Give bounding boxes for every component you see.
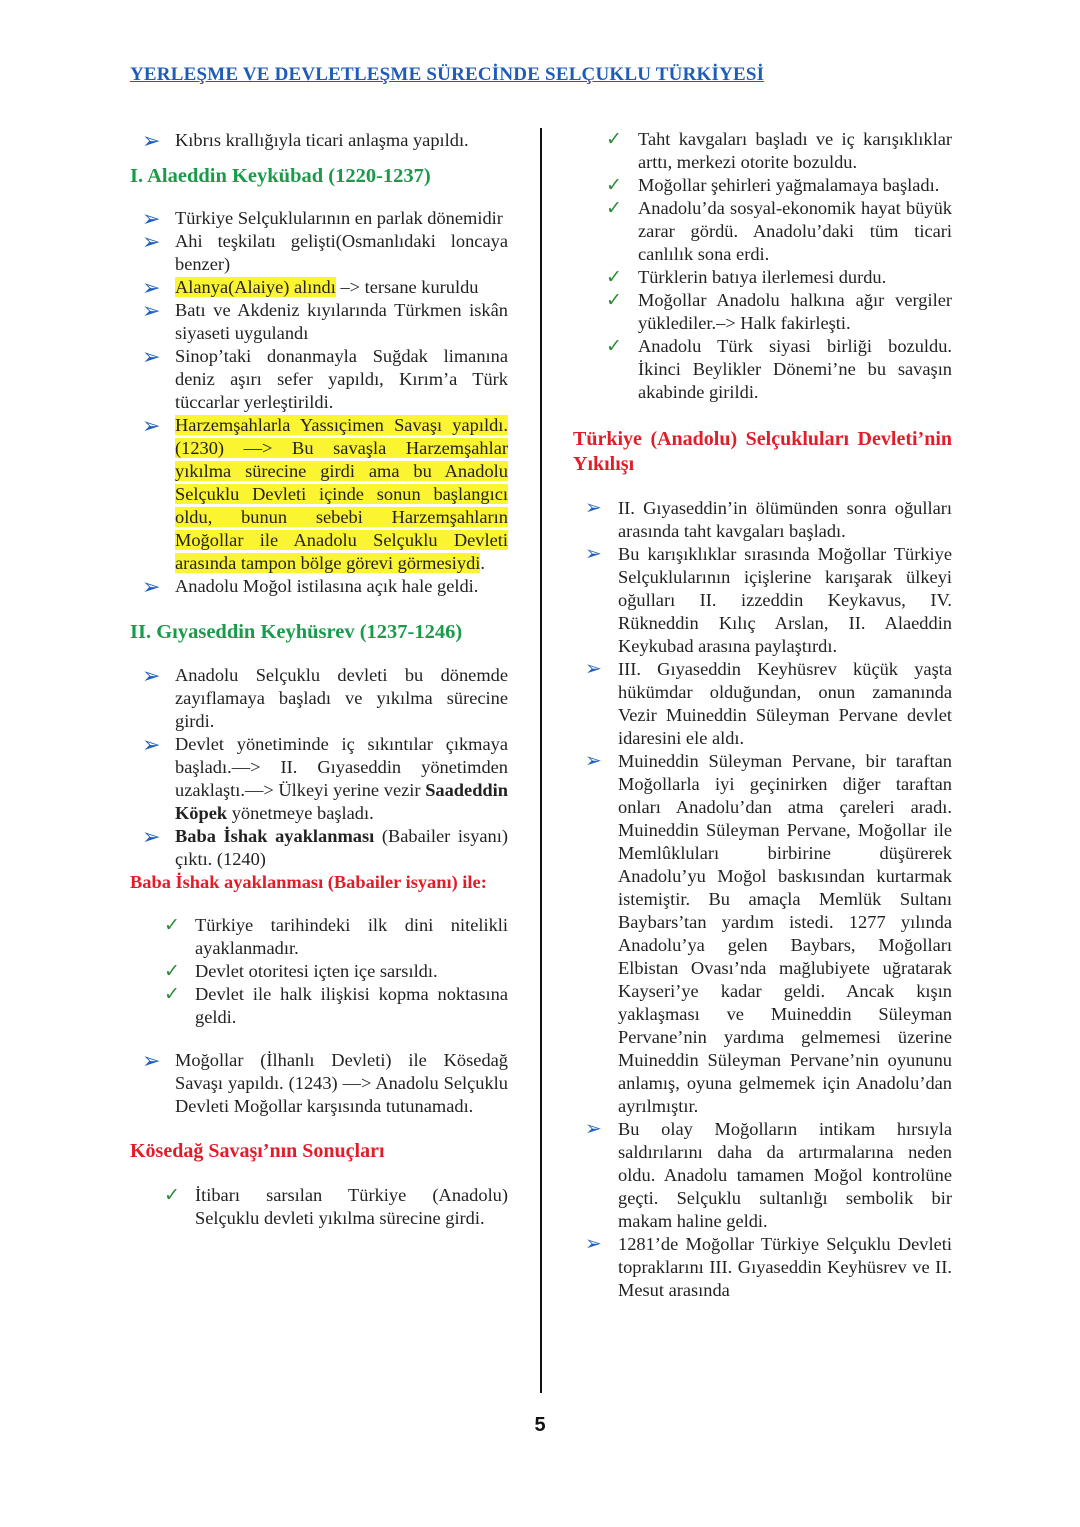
check-icon: ✓ (606, 198, 622, 219)
arrow-bullet-icon: ➢ (142, 413, 161, 438)
arrow-bullet-icon: ➢ (142, 275, 161, 300)
list-item: ➢ Türkiye Selçuklularının en parlak dönemidir (142, 206, 503, 231)
arrow-bullet-icon: ➢ (142, 128, 161, 153)
check-item: ✓ Türklerin batıya ilerlemesi durdu. (606, 267, 887, 288)
arrow-bullet-icon: ➢ (142, 824, 161, 849)
highlighted-text: Harzemşahlarla Yassıçimen Savaşı yapıldı. (1230) —> Bu savaşla Harzemşahlar yıkılma sürecine girdi ama bu Anadolu Selçuklu Devleti içinde sonun başlangıcı oldu, bunun sebebi Harzemşahların Moğollar ile Anadolu Selçuklu Devleti arasında tampon bölge görevi görmesiydi (175, 415, 508, 573)
check-item: ✓ Anadolu Türk siyasi birliği bozuldu. İkinci Beylikler Dönemi’ne bu savaşın akabinde girildi. (606, 336, 952, 402)
arrow-bullet-icon: ➢ (142, 574, 161, 599)
list-item: ➢ III. Gıyaseddin Keyhüsrev küçük yaşta hükümdar olduğundan, onun zamanında Vezir Muineddin Süleyman Pervane devlet idaresini ele aldı. (585, 658, 952, 748)
page-number: 5 (534, 1414, 546, 1436)
check-item: ✓ İtibarı sarsılan Türkiye (Anadolu) Selçuklu devleti yıkılma sürecine girdi. (164, 1185, 508, 1228)
left-column (130, 128, 508, 1230)
check-item: ✓ Türkiye tarihindeki ilk dini nitelikli ayaklanmadır. (164, 915, 508, 958)
check-icon: ✓ (606, 290, 622, 311)
arrow-bullet-icon: ➢ (142, 206, 161, 231)
list-item: ➢ Moğollar (İlhanlı Devleti) ile Kösedağ Savaşı yapıldı. (1243) —> Anadolu Selçuklu Devleti Moğollar karşısında tutunamadı. (142, 1048, 508, 1116)
check-item: ✓ Taht kavgaları başladı ve iç karışıklıklar arttı, merkezi otorite bozuldu. (606, 129, 952, 172)
list-item: ➢ II. Gıyaseddin’in ölümünden sonra oğulları arasında taht kavgaları başladı. (585, 497, 952, 541)
check-item: ✓ Devlet ile halk ilişkisi kopma noktasına geldi. (164, 984, 508, 1027)
arrow-bullet-icon: ➢ (585, 497, 602, 519)
check-icon: ✓ (606, 129, 622, 150)
arrow-bullet-icon: ➢ (585, 750, 602, 772)
page-header-title: YERLEŞME VE DEVLETLEŞME SÜRECİNDE SELÇUKLU TÜRKİYESİ (130, 64, 765, 85)
section-heading-yikilis: Türkiye (Anadolu) Selçukluları Devleti’nin Yıkılışı (573, 428, 952, 475)
check-icon: ✓ (164, 1185, 180, 1206)
list-item: ➢ Baba İshak ayaklanması (Babailer isyanı) çıktı. (1240) (142, 824, 508, 869)
list-item: ➢ Ahi teşkilatı gelişti(Osmanlıdaki loncaya benzer) (142, 229, 508, 274)
subheading-babailer: Baba İshak ayaklanması (Babailer isyanı) ile: (130, 872, 487, 892)
arrow-bullet-icon: ➢ (142, 732, 161, 757)
arrow-bullet-icon: ➢ (585, 543, 602, 565)
list-item: ➢ Bu karışıklıklar sırasında Moğollar Türkiye Selçuklularının içişlerine karışarak ülkeyi oğulları II. izzeddin Keykavus, IV. Rükneddin Kılıç Arslan, II. Alaeddin Keykubad arasına paylaştırdı. (585, 543, 952, 656)
check-item: ✓ Moğollar Anadolu halkına ağır vergiler yüklediler.–> Halk fakirleşti. (606, 290, 952, 333)
check-item: ✓ Devlet otoritesi içten içe sarsıldı. (164, 961, 438, 982)
arrow-bullet-icon: ➢ (585, 658, 602, 680)
check-icon: ✓ (164, 915, 180, 936)
list-item: ➢ 1281’de Moğollar Türkiye Selçuklu Devleti topraklarını III. Gıyaseddin Keyhüsrev ve II. Mesut arasında (585, 1233, 952, 1300)
section-heading-kosedag: Kösedağ Savaşı’nın Sonuçları (130, 1140, 385, 1162)
arrow-bullet-icon: ➢ (142, 298, 161, 323)
check-item: ✓ Moğollar şehirleri yağmalamaya başladı. (606, 175, 940, 196)
check-icon: ✓ (164, 984, 180, 1005)
check-icon: ✓ (164, 961, 180, 982)
check-icon: ✓ (606, 267, 622, 288)
arrow-bullet-icon: ➢ (142, 1048, 161, 1073)
list-item: ➢ Alanya(Alaiye) alındı –> tersane kuruldu (142, 275, 479, 300)
check-icon: ✓ (606, 175, 622, 196)
list-item: ➢ Anadolu Selçuklu devleti bu dönemde zayıflamaya başladı ve yıkılma sürecine girdi. (142, 663, 508, 731)
list-item: ➢ Muineddin Süleyman Pervane, bir taraftan Moğollarla iyi geçinirken diğer taraftan onları Anadolu’dan atma çareleri aradı. Muineddin Süleyman Pervane, Moğollar ile Memlûkluları birbirine düşürerek Anadolu’yu Moğol baskısından kurtarmak istemiştir. Bu amaçla Memlük Sultanı Baybars’tan yardım istedi. 1277 yılında Anadolu’ya gelen Baybars, Moğolları Elbistan Ovası’nda mağlubiyete uğratarak Kayseri’ye kadar geldi. Ancak kışın yaklaşması ve Muineddin Süleyman Pervane’nin yardıma gelmemesi üzerine Muineddin Süleyman Pervane’nin oyununu anlamış, oyuna gelmemek için Anadolu’dan ayrılmıştır. (585, 750, 952, 1116)
arrow-bullet-icon: ➢ (585, 1118, 602, 1140)
list-item: ➢ Bu olay Moğolların intikam hırsıyla saldırılarını daha da artırmalarına neden oldu. Anadolu tamamen Moğol kontrolüne geçti. Selçuklu sultanlığı sembolik bir makam haline geldi. (585, 1118, 952, 1231)
check-icon: ✓ (606, 336, 622, 357)
column-divider (540, 128, 542, 1393)
list-item: ➢ Batı ve Akdeniz kıyılarında Türkmen iskân siyaseti uygulandı (142, 298, 508, 343)
arrow-bullet-icon: ➢ (142, 344, 161, 369)
highlighted-text: Alanya(Alaiye) alındı (175, 277, 336, 297)
arrow-bullet-icon: ➢ (585, 1233, 602, 1255)
list-item: ➢ Kıbrıs krallığıyla ticari anlaşma yapıldı. (142, 128, 469, 153)
arrow-bullet-icon: ➢ (142, 663, 161, 688)
check-item: ✓ Anadolu’da sosyal-ekonomik hayat büyük zarar gördü. Anadolu’daki tüm ticari canlılık sona erdi. (606, 198, 952, 264)
arrow-bullet-icon: ➢ (142, 229, 161, 254)
list-item: ➢ Anadolu Moğol istilasına açık hale geldi. (142, 574, 479, 599)
right-column (573, 128, 952, 1302)
section-heading-giyaseddin: II. Gıyaseddin Keyhüsrev (1237-1246) (130, 621, 463, 643)
list-item: ➢ Harzemşahlarla Yassıçimen Savaşı yapıldı. (1230) —> Bu savaşla Harzemşahlar yıkılma sürecine girdi ama bu Anadolu Selçuklu Devleti içinde sonun başlangıcı oldu, bunun sebebi Harzemşahların Moğollar ile Anadolu Selçuklu Devleti arasında tampon bölge görevi görmesiydi. (142, 413, 508, 573)
list-item: ➢ Devlet yönetiminde iç sıkıntılar çıkmaya başladı.—> II. Gıyaseddin yönetimden uzaklaştı.—> Ülkeyi yerine vezir Saadeddin Köpek yönetmeye başladı. (142, 732, 508, 823)
section-heading-alaeddin: I. Alaeddin Keykübad (1220-1237) (130, 165, 431, 187)
list-item: ➢ Sinop’taki donanmayla Suğdak limanına deniz aşırı sefer yapıldı, Kırım’a Türk tüccarlar yerleştirildi. (142, 344, 508, 412)
